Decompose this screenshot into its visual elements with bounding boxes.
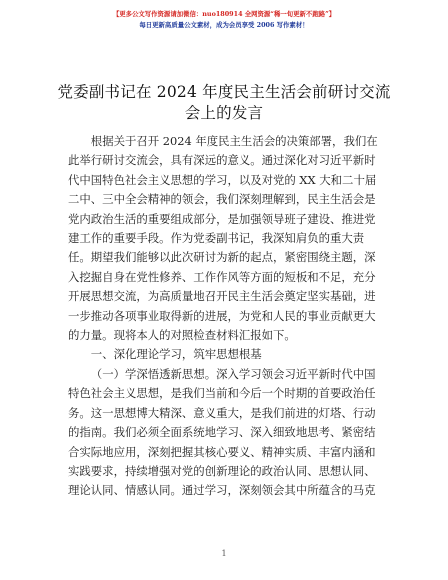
para2-line: 实践要求，持续增强对党的创新理论的政治认同、思想认同、 <box>68 463 376 478</box>
para1-line: 党内政治生活的重要组成部分，是加强领导班子建设、推进党 <box>68 211 376 226</box>
para1-line: 开展思想交流，为高质量地召开民主生活会奠定坚实基础，进 <box>68 289 376 304</box>
promo-banner <box>60 9 388 31</box>
document-title-line-2: 会上的发言 <box>184 104 264 122</box>
para2-line: 的指南。我们必须全面系统地学习、深入细致地思考、紧密结 <box>68 425 376 440</box>
para1-line: 一步推动各项事业取得新的进展，为党和人民的事业贡献更大 <box>68 308 376 323</box>
page-number: 1 <box>221 549 227 558</box>
para1-line: 入挖掘自身在党性修养、工作作风等方面的短板和不足，充分 <box>68 269 376 284</box>
section-1-paragraph-1 <box>68 365 384 501</box>
para2-line: （一）学深悟透新思想。深入学习领会习近平新时代中国 <box>90 366 376 381</box>
promo-banner-line-2: 每日更新高质量公文素材，成为会员享受 2006 写作素材！ <box>139 21 309 29</box>
para2-line: 理论认同、情感认同。通过学习，深刻领会其中所蕴含的马克 <box>68 483 376 498</box>
para1-line: 任。期望我们能够以此次研讨为新的起点，紧密围绕主题，深 <box>68 250 376 265</box>
para1-line: 代中国特色社会主义思想的学习，以及对党的 XX 大和二十届 <box>68 172 377 187</box>
para1-line: 的力量。现将本人的对照检查材料汇报如下。 <box>68 328 296 343</box>
para1-line: 二中、三中全会精神的领会，我们深刻理解到，民主生活会是 <box>68 192 376 207</box>
para1-line: 建工作的重要手段。作为党委副书记，我深知肩负的重大责 <box>68 231 365 246</box>
promo-banner-line-1: 【更多公文写作资源请加微信：nuo180914 全网资源“稀一旬更新不跑路”】 <box>112 10 336 18</box>
section-heading-1: 一、深化理论学习，筑牢思想根基 <box>90 347 262 362</box>
intro-paragraph <box>68 132 384 345</box>
para2-line: 特色社会主义思想，是我们当前和今后一个时期的首要政治任 <box>68 386 376 401</box>
document-title <box>40 82 408 124</box>
document-body <box>68 132 384 501</box>
para2-line: 合实际地应用，深刻把握其核心要义、精神实质、丰富内涵和 <box>68 444 376 459</box>
para2-line: 务。这一思想博大精深、意义重大，是我们前进的灯塔、行动 <box>68 405 376 420</box>
document-title-line-1: 党委副书记在 2024 年度民主生活会前研讨交流 <box>57 83 391 101</box>
para1-line: 此举行研讨交流会，具有深远的意义。通过深化对习近平新时 <box>68 153 376 168</box>
para1-line: 根据关于召开 2024 年度民主生活会的决策部署，我们在 <box>90 134 378 148</box>
